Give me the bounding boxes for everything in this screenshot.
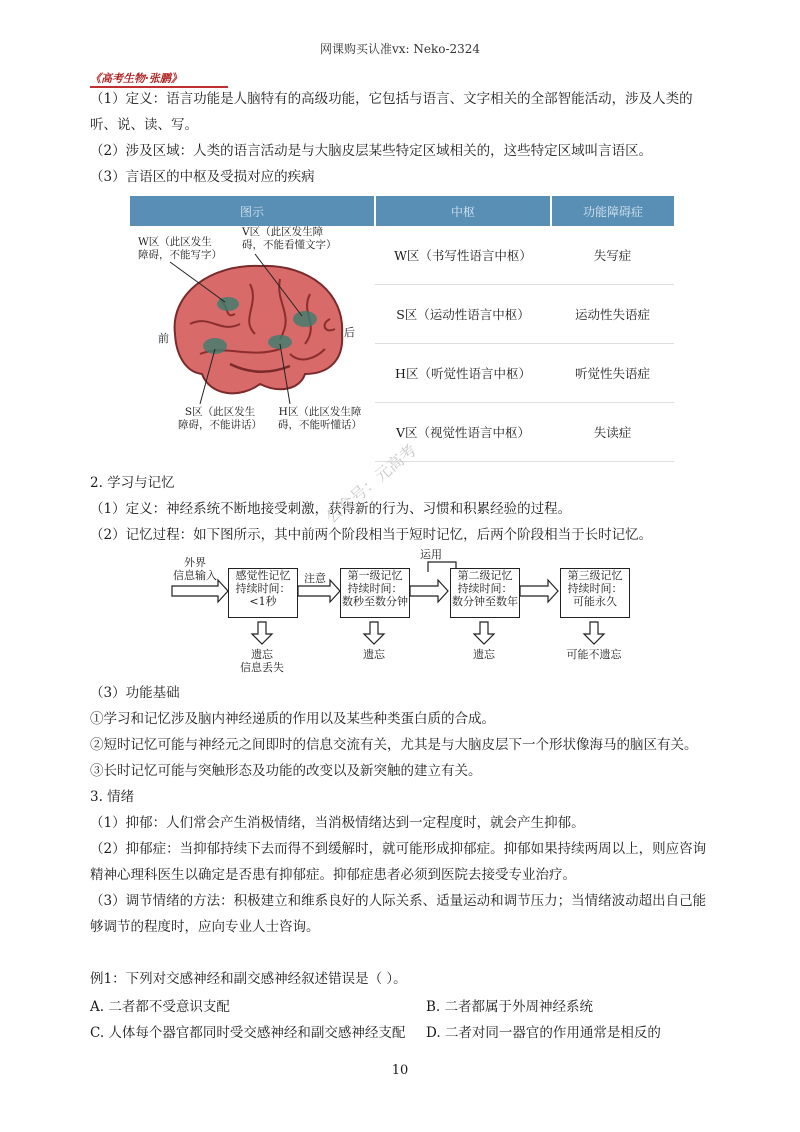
attention-label: 注意 xyxy=(304,572,326,585)
basis-item-2: ②短时记忆可能与神经元之间即时的信息交流有关，尤其是与大脑皮层下一个形状像海马的脑区有关。 xyxy=(90,737,698,753)
brand-header: 《高考生物·张鹏》 xyxy=(90,72,182,85)
depression-paragraph: （1）抑郁：人们常会产生消极情绪，当消极情绪达到一定程度时，就会产生抑郁。 xyxy=(90,815,585,831)
third-level-memory-box: 第三级记忆 持续时间： 可能永久 xyxy=(560,568,630,618)
sensory-memory-box: 感觉性记忆 持续时间： <1秒 xyxy=(228,568,298,618)
third-no-forget-label: 可能不遗忘 xyxy=(566,648,622,661)
w-area-label: W区（此区发生 障碍，不能写字） xyxy=(138,236,222,261)
definition-line-2: 听、说、读、写。 xyxy=(90,117,198,133)
header-figure: 图示 xyxy=(130,196,375,226)
use-label: 运用 xyxy=(420,548,442,561)
v-area-label: V区（此区发生障 碍，不能看懂文字） xyxy=(242,226,337,251)
front-label: 前 xyxy=(158,332,169,345)
example-question: 例1：下列对交感神经和副交感神经叙述错误是（ ）。 xyxy=(90,971,407,987)
second-forget-label: 遗忘 xyxy=(473,648,495,661)
header-disorder: 功能障碍症 xyxy=(551,196,674,226)
flow-input-label: 外界 信息输入 xyxy=(173,556,217,582)
section2-definition: （1）定义：神经系统不断地接受刺激，获得新的行为、习惯和积累经验的过程。 xyxy=(90,501,572,517)
brand-underline xyxy=(90,86,228,88)
first-level-memory-box: 第一级记忆 持续时间： 数秒至数分钟 xyxy=(340,568,410,618)
back-label: 后 xyxy=(344,326,355,339)
basis-title: （3）功能基础 xyxy=(90,685,180,701)
sensory-forget-label: 遗忘 信息丢失 xyxy=(240,648,284,674)
page-number: 10 xyxy=(391,1063,409,1078)
disorder-cell: 失读症 xyxy=(551,403,674,462)
second-level-memory-box: 第二级记忆 持续时间： 数分钟至数年 xyxy=(450,568,520,618)
depressive-disorder-line-1: （2）抑郁症：当抑郁持续下去而得不到缓解时，就可能形成抑郁症。抑郁如果持续两周以上，则应咨询 xyxy=(90,841,707,857)
center-cell: S区（运动性语言中枢） xyxy=(375,285,551,344)
diagonal-watermark: 公众号：元高考 xyxy=(321,440,420,527)
depressive-disorder-line-2: 精神心理科医生以确定是否患有抑郁症。抑郁症患者必须到医院去接受专业治疗。 xyxy=(90,867,576,883)
region-line: （2）涉及区域：人类的语言活动是与大脑皮层某些特定区域相关的，这些特定区域叫言语区。 xyxy=(90,143,653,159)
section2-title: 2. 学习与记忆 xyxy=(90,475,175,491)
first-forget-label: 遗忘 xyxy=(363,648,385,661)
option-b: B. 二者都属于外周神经系统 xyxy=(426,999,594,1015)
header-center: 中枢 xyxy=(375,196,551,226)
memory-flowchart xyxy=(170,548,640,678)
disorder-cell: 运动性失语症 xyxy=(551,285,674,344)
table-intro: （3）言语区的中枢及受损对应的疾病 xyxy=(90,169,315,185)
s-area-label: S区（此区发生 障碍，不能讲话） xyxy=(178,406,262,431)
brain-figure xyxy=(130,224,372,452)
basis-item-3: ③长时记忆可能与突触形态及功能的改变以及新突触的建立有关。 xyxy=(90,763,482,779)
option-c: C. 人体每个器官都同时受交感神经和副交感神经支配 xyxy=(90,1025,406,1041)
disorder-cell: 听觉性失语症 xyxy=(551,344,674,403)
definition-line-1: （1）定义：语言功能是人脑特有的高级功能，它包括与语言、文字相关的全部智能活动，涉及人类的 xyxy=(90,91,693,107)
regulation-line-1: （3）调节情绪的方法：积极建立和维系良好的人际关系、适量运动和调节压力；当情绪波动超出自己能 xyxy=(90,893,707,909)
regulation-line-2: 够调节的程度时，应向专业人士咨询。 xyxy=(90,919,320,935)
basis-item-1: ①学习和记忆涉及脑内神经递质的作用以及某些种类蛋白质的合成。 xyxy=(90,711,495,727)
section2-process: （2）记忆过程：如下图所示，其中前两个阶段相当于短时记忆，后两个阶段相当于长时记忆。 xyxy=(90,527,653,543)
option-a: A. 二者都不受意识支配 xyxy=(90,999,230,1015)
option-d: D. 二者对同一器官的作用通常是相反的 xyxy=(426,1025,661,1041)
h-area-label: H区（此区发生障 碍，不能听懂话） xyxy=(278,406,362,431)
center-cell: W区（书写性语言中枢） xyxy=(375,226,551,285)
section3-title: 3. 情绪 xyxy=(90,789,135,805)
disorder-cell: 失写症 xyxy=(551,226,674,285)
top-watermark: 网课购买认准vx: Neko-2324 xyxy=(319,42,481,56)
center-cell: H区（听觉性语言中枢） xyxy=(375,344,551,403)
center-cell: V区（视觉性语言中枢） xyxy=(375,403,551,462)
